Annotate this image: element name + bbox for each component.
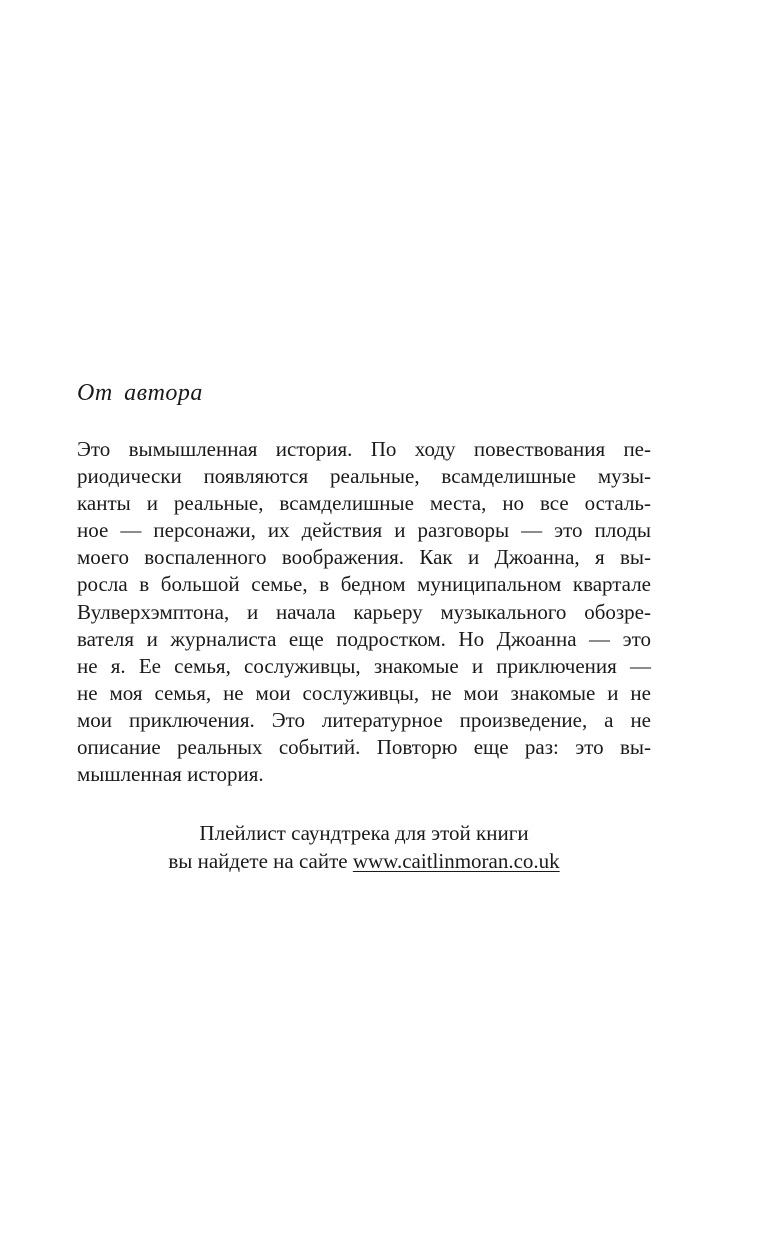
playlist-note <box>77 820 651 875</box>
paragraph-line: мои приключения. Это литературное произведение, а не <box>77 707 651 732</box>
author-note-paragraph <box>77 436 651 788</box>
paragraph-line: вателя и журналиста еще подростком. Но Джоанна — это <box>77 626 651 651</box>
paragraph-line: риодически появляются реальные, всамделишные музы- <box>77 464 651 489</box>
playlist-site-line <box>77 848 651 876</box>
paragraph-line: росла в большой семье, в бедном муниципальном квартале <box>77 572 651 597</box>
paragraph-line: Вулверхэмптона, и начала карьеру музыкального обозре- <box>77 599 651 624</box>
paragraph-line: мышленная история. <box>77 762 264 787</box>
playlist-site-prefix: вы найдете на сайте <box>168 848 353 873</box>
paragraph-line: Это вымышленная история. По ходу повествования пе- <box>77 437 651 461</box>
section-heading: От автора <box>77 380 203 406</box>
paragraph-line: не я. Ее семья, сослуживцы, знакомые и приключения — <box>77 653 651 678</box>
playlist-line: Плейлист саундтрека для этой книги <box>199 821 529 845</box>
paragraph-line: моего воспаленного воображения. Как и Джоанна, я вы- <box>77 545 651 570</box>
paragraph-line: ное — персонажи, их действия и разговоры — это плоды <box>77 518 651 543</box>
paragraph-line: канты и реальные, всамделишные места, но все осталь- <box>77 491 651 516</box>
website-link[interactable]: www.caitlinmoran.co.uk <box>352 848 560 873</box>
paragraph-line: описание реальных событий. Повторю еще раз: это вы- <box>77 735 651 760</box>
paragraph-line: не моя семья, не мои сослуживцы, не мои знакомые и не <box>77 680 651 705</box>
